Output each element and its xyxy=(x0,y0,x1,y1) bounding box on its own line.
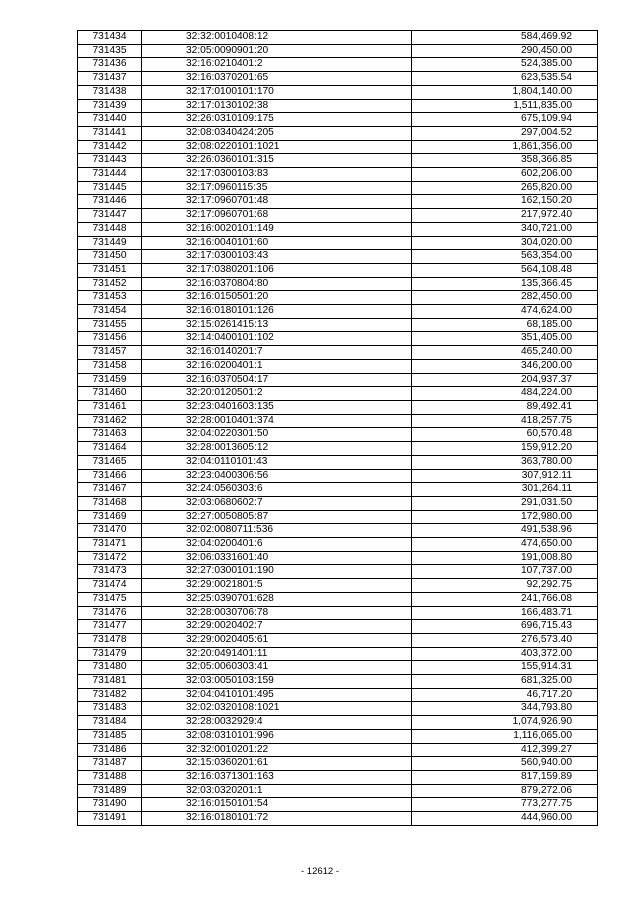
amount-cell: 681,325.00 xyxy=(412,675,598,689)
amount-cell: 602,206.00 xyxy=(412,168,598,182)
table-row xyxy=(78,524,598,538)
record-id-cell: 731459 xyxy=(78,373,142,387)
table-row xyxy=(78,72,598,86)
cadastral-number-cell: 32:27:0300101:190 xyxy=(142,565,412,579)
record-id-cell: 731453 xyxy=(78,291,142,305)
cadastral-number-cell: 32:16:0150101:54 xyxy=(142,798,412,812)
cadastral-number-cell: 32:16:0370201:65 xyxy=(142,72,412,86)
amount-cell: 418,257.75 xyxy=(412,414,598,428)
record-id-cell: 731455 xyxy=(78,318,142,332)
amount-cell: 675,109.94 xyxy=(412,113,598,127)
table-row xyxy=(78,538,598,552)
record-id-cell: 731450 xyxy=(78,250,142,264)
table-row xyxy=(78,661,598,675)
amount-cell: 344,793.80 xyxy=(412,702,598,716)
cadastral-number-cell: 32:04:0200401:6 xyxy=(142,538,412,552)
table-row xyxy=(78,743,598,757)
record-id-cell: 731438 xyxy=(78,85,142,99)
cadastral-number-cell: 32:03:0680602:7 xyxy=(142,496,412,510)
cadastral-number-cell: 32:16:0370504:17 xyxy=(142,373,412,387)
table-row xyxy=(78,168,598,182)
amount-cell: 217,972.40 xyxy=(412,209,598,223)
cadastral-number-cell: 32:29:0021801:5 xyxy=(142,579,412,593)
cadastral-number-cell: 32:26:0360101:315 xyxy=(142,154,412,168)
record-id-cell: 731490 xyxy=(78,798,142,812)
amount-cell: 560,940.00 xyxy=(412,757,598,771)
amount-cell: 465,240.00 xyxy=(412,346,598,360)
amount-cell: 1,074,926.90 xyxy=(412,716,598,730)
table-row xyxy=(78,565,598,579)
amount-cell: 564,108.48 xyxy=(412,263,598,277)
cadastral-number-cell: 32:17:0300103:83 xyxy=(142,168,412,182)
record-id-cell: 731442 xyxy=(78,140,142,154)
amount-cell: 60,570.48 xyxy=(412,428,598,442)
amount-cell: 1,511,835.00 xyxy=(412,99,598,113)
amount-cell: 166,483.71 xyxy=(412,606,598,620)
table-row xyxy=(78,428,598,442)
table-row xyxy=(78,154,598,168)
amount-cell: 340,721.00 xyxy=(412,222,598,236)
record-id-cell: 731441 xyxy=(78,126,142,140)
record-id-cell: 731472 xyxy=(78,551,142,565)
record-id-cell: 731482 xyxy=(78,688,142,702)
record-id-cell: 731491 xyxy=(78,812,142,826)
table-row xyxy=(78,305,598,319)
cadastral-number-cell: 32:17:0960115:35 xyxy=(142,181,412,195)
table-row xyxy=(78,812,598,826)
record-id-cell: 731481 xyxy=(78,675,142,689)
record-id-cell: 731458 xyxy=(78,359,142,373)
cadastral-number-cell: 32:04:0220301:50 xyxy=(142,428,412,442)
table-row xyxy=(78,442,598,456)
amount-cell: 191,008.80 xyxy=(412,551,598,565)
record-id-cell: 731448 xyxy=(78,222,142,236)
amount-cell: 879,272.06 xyxy=(412,784,598,798)
record-id-cell: 731446 xyxy=(78,195,142,209)
amount-cell: 276,573.40 xyxy=(412,633,598,647)
record-id-cell: 731476 xyxy=(78,606,142,620)
amount-cell: 282,450.00 xyxy=(412,291,598,305)
table-row xyxy=(78,263,598,277)
amount-cell: 363,780.00 xyxy=(412,455,598,469)
cadastral-number-cell: 32:05:0090901:20 xyxy=(142,44,412,58)
record-id-cell: 731456 xyxy=(78,332,142,346)
record-id-cell: 731487 xyxy=(78,757,142,771)
table-row xyxy=(78,798,598,812)
cadastral-number-cell: 32:16:0370804:80 xyxy=(142,277,412,291)
cadastral-number-cell: 32:16:0371301:163 xyxy=(142,770,412,784)
table-row xyxy=(78,85,598,99)
amount-cell: 155,914.31 xyxy=(412,661,598,675)
table-row xyxy=(78,195,598,209)
cadastral-number-cell: 32:20:0491401:11 xyxy=(142,647,412,661)
amount-cell: 346,200.00 xyxy=(412,359,598,373)
cadastral-number-cell: 32:16:0200401:1 xyxy=(142,359,412,373)
record-id-cell: 731452 xyxy=(78,277,142,291)
cadastral-number-cell: 32:27:0050805:87 xyxy=(142,510,412,524)
table-row xyxy=(78,647,598,661)
amount-cell: 172,980.00 xyxy=(412,510,598,524)
cadastral-number-cell: 32:16:0180101:72 xyxy=(142,812,412,826)
table-row xyxy=(78,209,598,223)
record-id-cell: 731467 xyxy=(78,483,142,497)
table-row xyxy=(78,757,598,771)
cadastral-number-cell: 32:32:0010408:12 xyxy=(142,31,412,45)
cadastral-number-cell: 32:02:0320108:1021 xyxy=(142,702,412,716)
amount-cell: 304,020.00 xyxy=(412,236,598,250)
table-row xyxy=(78,236,598,250)
table-row xyxy=(78,579,598,593)
table-row xyxy=(78,551,598,565)
cadastral-number-cell: 32:17:0300103:43 xyxy=(142,250,412,264)
record-id-cell: 731445 xyxy=(78,181,142,195)
cadastral-number-cell: 32:23:0401603:135 xyxy=(142,400,412,414)
cadastral-number-cell: 32:04:0110101:43 xyxy=(142,455,412,469)
record-id-cell: 731457 xyxy=(78,346,142,360)
cadastral-number-cell: 32:16:0020101:149 xyxy=(142,222,412,236)
amount-cell: 297,004.52 xyxy=(412,126,598,140)
record-id-cell: 731437 xyxy=(78,72,142,86)
amount-cell: 696,715.43 xyxy=(412,620,598,634)
table-row xyxy=(78,592,598,606)
cadastral-number-cell: 32:16:0040101:60 xyxy=(142,236,412,250)
table-row xyxy=(78,126,598,140)
amount-cell: 563,354.00 xyxy=(412,250,598,264)
record-id-cell: 731478 xyxy=(78,633,142,647)
cadastral-number-cell: 32:24:0560303:6 xyxy=(142,483,412,497)
table-row xyxy=(78,222,598,236)
cadastral-number-cell: 32:28:0013605:12 xyxy=(142,442,412,456)
table-row xyxy=(78,455,598,469)
amount-cell: 89,492.41 xyxy=(412,400,598,414)
record-id-cell: 731469 xyxy=(78,510,142,524)
record-id-cell: 731470 xyxy=(78,524,142,538)
record-id-cell: 731449 xyxy=(78,236,142,250)
cadastral-number-cell: 32:16:0150501:20 xyxy=(142,291,412,305)
amount-cell: 307,912.11 xyxy=(412,469,598,483)
cadastral-number-cell: 32:23:0400306:56 xyxy=(142,469,412,483)
record-id-cell: 731462 xyxy=(78,414,142,428)
table-row xyxy=(78,318,598,332)
cadastral-number-cell: 32:28:0032929:4 xyxy=(142,716,412,730)
page-number: - 12612 - xyxy=(300,866,340,877)
cadastral-number-cell: 32:25:0390701:628 xyxy=(142,592,412,606)
records-table-body xyxy=(78,31,598,826)
table-row xyxy=(78,483,598,497)
table-row xyxy=(78,277,598,291)
amount-cell: 68,185.00 xyxy=(412,318,598,332)
table-row xyxy=(78,140,598,154)
records-table xyxy=(77,30,598,826)
table-row xyxy=(78,620,598,634)
record-id-cell: 731436 xyxy=(78,58,142,72)
amount-cell: 159,912.20 xyxy=(412,442,598,456)
table-row xyxy=(78,716,598,730)
amount-cell: 351,405.00 xyxy=(412,332,598,346)
amount-cell: 444,960.00 xyxy=(412,812,598,826)
amount-cell: 524,385.00 xyxy=(412,58,598,72)
cadastral-number-cell: 32:20:0120501:2 xyxy=(142,387,412,401)
table-row xyxy=(78,44,598,58)
record-id-cell: 731486 xyxy=(78,743,142,757)
cadastral-number-cell: 32:15:0360201:61 xyxy=(142,757,412,771)
record-id-cell: 731443 xyxy=(78,154,142,168)
record-id-cell: 731451 xyxy=(78,263,142,277)
cadastral-number-cell: 32:04:0410101:495 xyxy=(142,688,412,702)
amount-cell: 773,277.75 xyxy=(412,798,598,812)
table-row xyxy=(78,250,598,264)
table-row xyxy=(78,332,598,346)
cadastral-number-cell: 32:02:0080711:536 xyxy=(142,524,412,538)
cadastral-number-cell: 32:17:0380201:106 xyxy=(142,263,412,277)
record-id-cell: 731444 xyxy=(78,168,142,182)
amount-cell: 204,937.37 xyxy=(412,373,598,387)
record-id-cell: 731447 xyxy=(78,209,142,223)
amount-cell: 474,624.00 xyxy=(412,305,598,319)
amount-cell: 92,292.75 xyxy=(412,579,598,593)
table-row xyxy=(78,400,598,414)
amount-cell: 241,766.08 xyxy=(412,592,598,606)
record-id-cell: 731454 xyxy=(78,305,142,319)
table-row xyxy=(78,291,598,305)
cadastral-number-cell: 32:16:0140201:7 xyxy=(142,346,412,360)
amount-cell: 291,031.50 xyxy=(412,496,598,510)
record-id-cell: 731484 xyxy=(78,716,142,730)
cadastral-number-cell: 32:03:0050103:159 xyxy=(142,675,412,689)
table-row xyxy=(78,633,598,647)
record-id-cell: 731439 xyxy=(78,99,142,113)
record-id-cell: 731474 xyxy=(78,579,142,593)
amount-cell: 1,861,356.00 xyxy=(412,140,598,154)
record-id-cell: 731471 xyxy=(78,538,142,552)
cadastral-number-cell: 32:17:0960701:68 xyxy=(142,209,412,223)
amount-cell: 135,366.45 xyxy=(412,277,598,291)
record-id-cell: 731465 xyxy=(78,455,142,469)
record-id-cell: 731464 xyxy=(78,442,142,456)
cadastral-number-cell: 32:17:0130102:38 xyxy=(142,99,412,113)
table-row xyxy=(78,510,598,524)
table-row xyxy=(78,387,598,401)
table-row xyxy=(78,113,598,127)
amount-cell: 46,717.20 xyxy=(412,688,598,702)
table-row xyxy=(78,675,598,689)
cadastral-number-cell: 32:08:0220101:1021 xyxy=(142,140,412,154)
amount-cell: 1,804,140.00 xyxy=(412,85,598,99)
table-row xyxy=(78,469,598,483)
cadastral-number-cell: 32:06:0331601:40 xyxy=(142,551,412,565)
cadastral-number-cell: 32:16:0210401:2 xyxy=(142,58,412,72)
table-row xyxy=(78,346,598,360)
record-id-cell: 731477 xyxy=(78,620,142,634)
amount-cell: 412,399.27 xyxy=(412,743,598,757)
record-id-cell: 731475 xyxy=(78,592,142,606)
amount-cell: 290,450.00 xyxy=(412,44,598,58)
cadastral-number-cell: 32:05:0060303:41 xyxy=(142,661,412,675)
amount-cell: 265,820.00 xyxy=(412,181,598,195)
table-row xyxy=(78,496,598,510)
cadastral-number-cell: 32:03:0320201:1 xyxy=(142,784,412,798)
record-id-cell: 731473 xyxy=(78,565,142,579)
cadastral-number-cell: 32:29:0020405:61 xyxy=(142,633,412,647)
record-id-cell: 731434 xyxy=(78,31,142,45)
cadastral-number-cell: 32:08:0340424:205 xyxy=(142,126,412,140)
record-id-cell: 731483 xyxy=(78,702,142,716)
table-row xyxy=(78,99,598,113)
cadastral-number-cell: 32:15:0261415:13 xyxy=(142,318,412,332)
amount-cell: 474,650.00 xyxy=(412,538,598,552)
record-id-cell: 731440 xyxy=(78,113,142,127)
cadastral-number-cell: 32:17:0100101:170 xyxy=(142,85,412,99)
cadastral-number-cell: 32:26:0310109:175 xyxy=(142,113,412,127)
cadastral-number-cell: 32:08:0310101:996 xyxy=(142,729,412,743)
amount-cell: 623,535.54 xyxy=(412,72,598,86)
record-id-cell: 731479 xyxy=(78,647,142,661)
cadastral-number-cell: 32:28:0030706:78 xyxy=(142,606,412,620)
cadastral-number-cell: 32:14:0400101:102 xyxy=(142,332,412,346)
table-row xyxy=(78,359,598,373)
cadastral-number-cell: 32:28:0010401:374 xyxy=(142,414,412,428)
amount-cell: 107,737.00 xyxy=(412,565,598,579)
table-row xyxy=(78,702,598,716)
record-id-cell: 731468 xyxy=(78,496,142,510)
table-row xyxy=(78,181,598,195)
record-id-cell: 731489 xyxy=(78,784,142,798)
table-row xyxy=(78,31,598,45)
cadastral-number-cell: 32:17:0960701:48 xyxy=(142,195,412,209)
cadastral-number-cell: 32:29:0020402:7 xyxy=(142,620,412,634)
cadastral-number-cell: 32:16:0180101:126 xyxy=(142,305,412,319)
record-id-cell: 731460 xyxy=(78,387,142,401)
amount-cell: 301,264.11 xyxy=(412,483,598,497)
record-id-cell: 731435 xyxy=(78,44,142,58)
amount-cell: 491,538.96 xyxy=(412,524,598,538)
record-id-cell: 731488 xyxy=(78,770,142,784)
table-row xyxy=(78,784,598,798)
table-row xyxy=(78,58,598,72)
amount-cell: 162,150.20 xyxy=(412,195,598,209)
table-row xyxy=(78,373,598,387)
amount-cell: 358,366.85 xyxy=(412,154,598,168)
record-id-cell: 731466 xyxy=(78,469,142,483)
amount-cell: 817,159.89 xyxy=(412,770,598,784)
record-id-cell: 731463 xyxy=(78,428,142,442)
amount-cell: 1,116,065.00 xyxy=(412,729,598,743)
amount-cell: 584,469.92 xyxy=(412,31,598,45)
cadastral-number-cell: 32:32:0010201:22 xyxy=(142,743,412,757)
record-id-cell: 731461 xyxy=(78,400,142,414)
amount-cell: 403,372.00 xyxy=(412,647,598,661)
table-row xyxy=(78,729,598,743)
table-row xyxy=(78,688,598,702)
amount-cell: 484,224.00 xyxy=(412,387,598,401)
record-id-cell: 731480 xyxy=(78,661,142,675)
table-row xyxy=(78,606,598,620)
table-row xyxy=(78,770,598,784)
record-id-cell: 731485 xyxy=(78,729,142,743)
table-row xyxy=(78,414,598,428)
